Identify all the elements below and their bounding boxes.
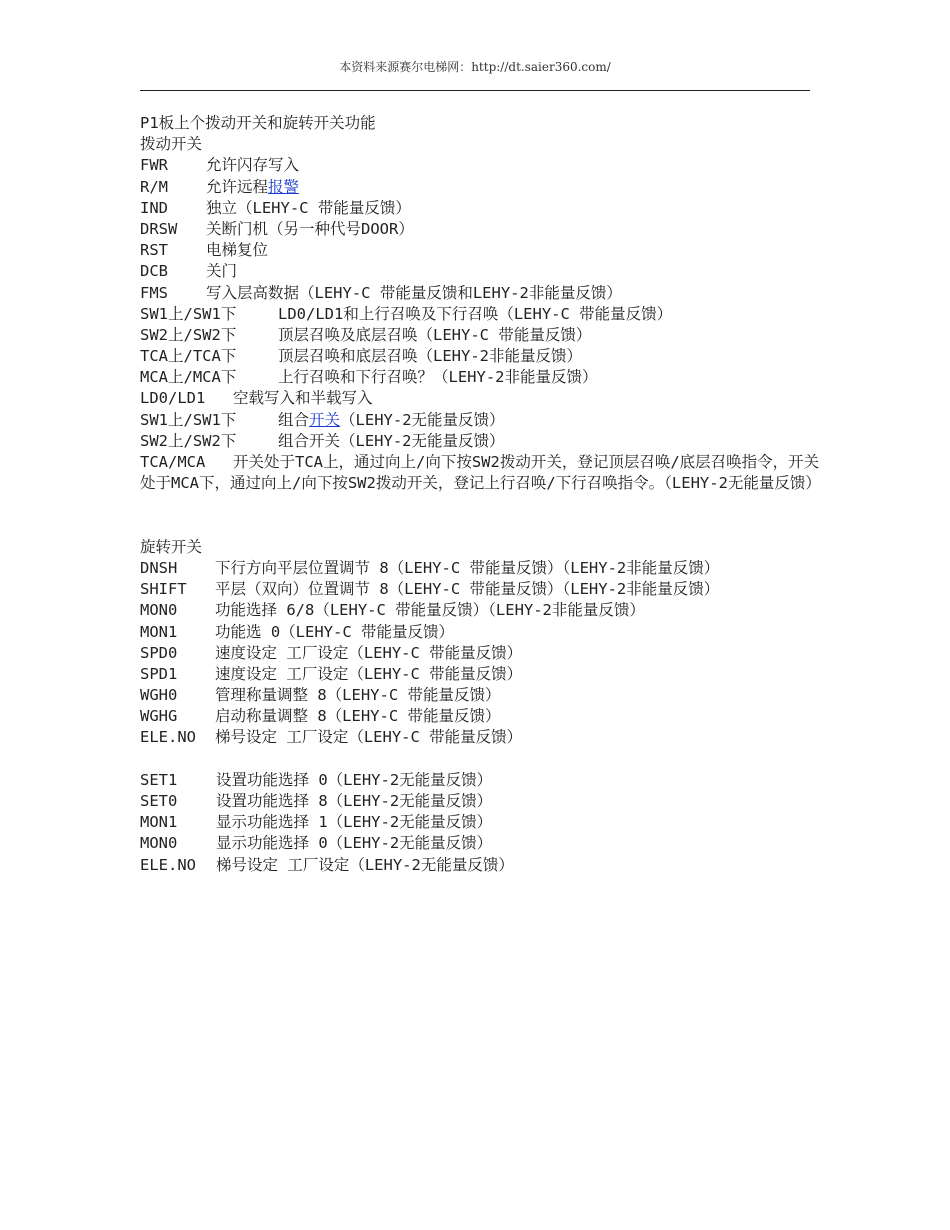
dip-code: FMS bbox=[140, 283, 168, 302]
rot-code: MON1 bbox=[140, 622, 178, 641]
dip2-desc: 顶层召唤和底层召唤（LEHY-2非能量反馈） bbox=[278, 347, 582, 366]
combo-code: SW2上/SW2下 bbox=[140, 431, 237, 450]
ldo-row bbox=[140, 388, 820, 409]
dip-row-rst bbox=[140, 240, 820, 261]
rot-code: SPD1 bbox=[140, 664, 178, 683]
rot2-row-mon0 bbox=[140, 833, 820, 854]
combo-row-sw1 bbox=[140, 410, 820, 431]
page-header-source: 本资料来源赛尔电梯网：http://dt.saier360.com/ bbox=[339, 60, 611, 74]
rot2-code: ELE.NO bbox=[140, 855, 196, 874]
rot-row-shift bbox=[140, 579, 820, 600]
dip-row-rm bbox=[140, 177, 820, 198]
dip-code: DCB bbox=[140, 262, 168, 281]
rot-desc: 下行方向平层位置调节 8（LEHY-C 带能量反馈）（LEHY-2非能量反馈） bbox=[215, 558, 720, 577]
dip-desc: 关门 bbox=[206, 262, 238, 281]
spacer bbox=[140, 749, 820, 770]
rot-desc: 功能选择 6/8（LEHY-C 带能量反馈）（LEHY-2非能量反馈） bbox=[215, 601, 645, 620]
rot2-desc: 显示功能选择 1（LEHY-2无能量反馈） bbox=[216, 813, 493, 832]
combo-desc: 组合开关（LEHY-2无能量反馈） bbox=[278, 431, 505, 450]
alarm-link[interactable]: 报警 bbox=[268, 177, 300, 196]
rot2-code: SET0 bbox=[140, 792, 178, 811]
rot2-desc: 显示功能选择 0（LEHY-2无能量反馈） bbox=[216, 834, 493, 853]
dip-switch-heading: 拨动开关 bbox=[140, 135, 203, 154]
rot2-code: MON1 bbox=[140, 813, 178, 832]
dip2-code: SW1上/SW1下 bbox=[140, 304, 237, 323]
dip2-desc: 顶层召唤及底层召唤（LEHY-C 带能量反馈） bbox=[278, 325, 592, 344]
rot-code: DNSH bbox=[140, 558, 178, 577]
rot2-row-set1 bbox=[140, 770, 820, 791]
rot2-row-set0 bbox=[140, 791, 820, 812]
combo-code: SW1上/SW1下 bbox=[140, 410, 237, 429]
dip2-row-tca bbox=[140, 346, 820, 367]
dip-code: DRSW bbox=[140, 219, 178, 238]
dip-desc: 电梯复位 bbox=[206, 241, 269, 260]
rot-desc: 功能选 0（LEHY-C 带能量反馈） bbox=[215, 622, 454, 641]
dip2-desc: 上行召唤和下行召唤？（LEHY-2非能量反馈） bbox=[278, 368, 598, 387]
dip-code: FWR bbox=[140, 156, 168, 175]
rot-row-wghg bbox=[140, 706, 820, 727]
rot-row-eleno bbox=[140, 727, 820, 748]
rotary-switch-heading: 旋转开关 bbox=[140, 537, 203, 556]
rot-desc: 启动称量调整 8（LEHY-C 带能量反馈） bbox=[215, 707, 501, 726]
switch-link[interactable]: 开关 bbox=[309, 410, 341, 429]
dip2-row-sw1 bbox=[140, 304, 820, 325]
dip-desc: 关断门机（另一种代号DOOR） bbox=[206, 219, 414, 238]
dip2-desc: LD0/LD1和上行召唤及下行召唤（LEHY-C 带能量反馈） bbox=[278, 304, 673, 323]
rot-row-dnsh bbox=[140, 558, 820, 579]
rot-row-spd0 bbox=[140, 643, 820, 664]
dip2-row-mca bbox=[140, 367, 820, 388]
combo-prefix: 组合 bbox=[278, 410, 310, 429]
rot2-code: MON0 bbox=[140, 834, 178, 853]
combo-row-sw2 bbox=[140, 431, 820, 452]
dip-row-fwr bbox=[140, 155, 820, 176]
dip-code: RST bbox=[140, 241, 168, 260]
rot-row-wgh0 bbox=[140, 685, 820, 706]
dip-code: IND bbox=[140, 198, 168, 217]
dip-desc: 允许闪存写入 bbox=[206, 156, 300, 175]
rot2-desc: 设置功能选择 0（LEHY-2无能量反馈） bbox=[216, 770, 493, 789]
tca-mca-paragraph bbox=[140, 452, 820, 494]
dip-desc: 独立（LEHY-C 带能量反馈） bbox=[206, 198, 411, 217]
dip-code: R/M bbox=[140, 177, 168, 196]
rot-code: SHIFT bbox=[140, 580, 187, 599]
dip-desc: 允许远程 bbox=[206, 177, 269, 196]
rot-row-mon0 bbox=[140, 600, 820, 621]
tca-mca-desc: 开关处于TCA上，通过向上/向下按SW2拨动开关，登记顶层召唤/底层召唤指令，开关处于MCA下，通过向上/向下按SW2拨动开关，登记上行召唤/下行召唤指令。（LEHY-2无能量反馈） bbox=[140, 453, 821, 493]
rot-desc: 速度设定 工厂设定（LEHY-C 带能量反馈） bbox=[215, 643, 523, 662]
tca-mca-code: TCA/MCA bbox=[140, 453, 206, 471]
rot2-row-eleno bbox=[140, 855, 820, 876]
dip-desc: 写入层高数据（LEHY-C 带能量反馈和LEHY-2非能量反馈） bbox=[206, 283, 622, 302]
rot2-code: SET1 bbox=[140, 770, 178, 789]
ldo-code: LD0/LD1 bbox=[140, 389, 206, 408]
dip-row-ind bbox=[140, 198, 820, 219]
combo-suffix: （LEHY-2无能量反馈） bbox=[340, 410, 505, 429]
rot-code: WGH0 bbox=[140, 686, 178, 705]
dip-row-fms bbox=[140, 283, 820, 304]
dip2-code: TCA上/TCA下 bbox=[140, 347, 237, 366]
document-body bbox=[140, 113, 820, 876]
dip-row-dcb bbox=[140, 261, 820, 282]
rot-desc: 速度设定 工厂设定（LEHY-C 带能量反馈） bbox=[215, 664, 523, 683]
doc-title: P1板上个拨动开关和旋转开关功能 bbox=[140, 114, 376, 132]
dip-row-drsw bbox=[140, 219, 820, 240]
rot-row-mon1 bbox=[140, 622, 820, 643]
rot2-row-mon1 bbox=[140, 812, 820, 833]
dip2-row-sw2 bbox=[140, 325, 820, 346]
header-rule bbox=[140, 90, 810, 91]
rot-code: ELE.NO bbox=[140, 728, 196, 747]
ldo-desc: 空载写入和半载写入 bbox=[233, 389, 373, 408]
rot-code: MON0 bbox=[140, 601, 178, 620]
rot-row-spd1 bbox=[140, 664, 820, 685]
rot-desc: 平层（双向）位置调节 8（LEHY-C 带能量反馈）（LEHY-2非能量反馈） bbox=[215, 580, 720, 599]
rot-desc: 管理称量调整 8（LEHY-C 带能量反馈） bbox=[215, 686, 501, 705]
rot2-desc: 梯号设定 工厂设定（LEHY-2无能量反馈） bbox=[216, 855, 514, 874]
rot-desc: 梯号设定 工厂设定（LEHY-C 带能量反馈） bbox=[215, 728, 523, 747]
spacer bbox=[140, 516, 820, 537]
dip2-code: MCA上/MCA下 bbox=[140, 368, 237, 387]
dip2-code: SW2上/SW2下 bbox=[140, 325, 237, 344]
rot-code: SPD0 bbox=[140, 643, 178, 662]
rot-code: WGHG bbox=[140, 707, 178, 726]
rot2-desc: 设置功能选择 8（LEHY-2无能量反馈） bbox=[216, 792, 493, 811]
spacer bbox=[140, 494, 820, 515]
